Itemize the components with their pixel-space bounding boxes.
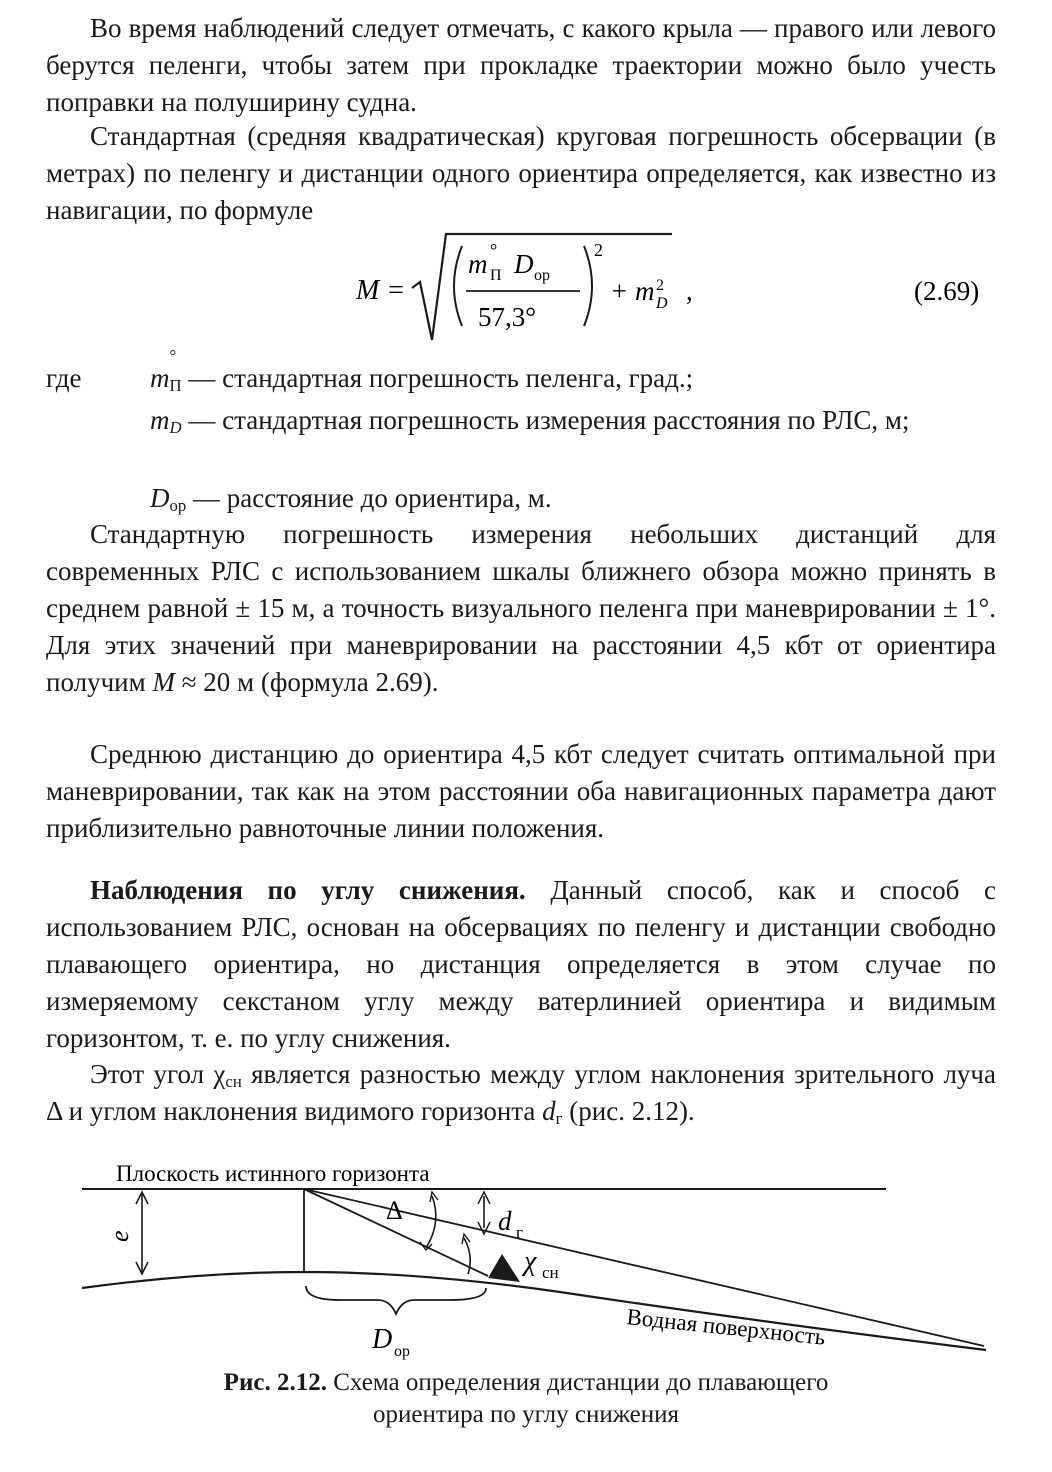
- chi-sub: сн: [542, 1263, 559, 1282]
- formula-exp2b: 2: [656, 277, 664, 294]
- where-label: где: [46, 363, 82, 393]
- formula-svg: [0, 228, 1052, 358]
- distance-label: D: [372, 1324, 393, 1355]
- caption-number: Рис. 2.12.: [223, 1369, 327, 1396]
- formula-sub-D: D: [656, 295, 668, 312]
- definition-2: $m_D$ — стандартная погрешность измерения расстояния по РЛС, м;: [150, 405, 910, 438]
- chi-label: χ: [524, 1246, 537, 1277]
- formula-number: (2.69): [914, 276, 980, 306]
- dip-label: d: [498, 1206, 512, 1236]
- formula-D: D: [514, 249, 534, 279]
- distance-sub: ор: [394, 1343, 410, 1360]
- definition-1: $m_П$ ° — стандартная погрешность пеленга, град.;: [150, 346, 694, 396]
- true-horizon-label: Плоскость истинного горизонта: [116, 1161, 430, 1186]
- dip-sub: г: [516, 1223, 523, 1242]
- distance-brace: [306, 1286, 486, 1314]
- eye-height-label: e: [105, 1230, 134, 1242]
- water-surface-curve: [82, 1272, 986, 1350]
- floating-object: [488, 1254, 520, 1282]
- formula-m: m: [468, 249, 488, 279]
- section-heading: Наблюдения по углу снижения.: [90, 875, 526, 905]
- paragraph-4: Среднюю дистанцию до ориентира 4,5 кбт следует считать оптимальной при маневрировании, так как на этом расстоянии оба навигационных параметра дают приблизительно равноточные линии положения.: [46, 739, 996, 843]
- paragraph-2: Стандартная (средняя квадратическая) круговая погрешность обсервации (в метрах) по пеленгу и дистанции одного ориентира определяется, как известно из навигации, по формуле: [46, 121, 996, 225]
- figure-2-12: [0, 1150, 1052, 1360]
- formula-sub-op: ор: [534, 267, 550, 284]
- definition-3: $D_{ор}$ — расстояние до ориентира, м.: [150, 483, 552, 516]
- formula-sub-p: П: [490, 267, 502, 284]
- formula-deg: °: [490, 240, 498, 260]
- paragraph-5: Наблюдения по углу снижения. Данный способ, как и способ с использованием РЛС, основан на обсервациях по пеленгу и дистанции свободно плавающего ориентира, но дистанция определяется в этом случае по измеряемому секстаном углу между ватерлинией ориентира и видимым горизонтом, т. е. по углу снижения.: [46, 875, 996, 1053]
- formula-plus: + m: [610, 276, 655, 306]
- paragraph-6: Этот угол $\chi_{сн}$ является разностью между углом наклонения зрительного луча Δ и углом наклонения видимого горизонта $d_г$ (рис. 2.12).: [46, 1059, 996, 1129]
- figure-caption: Рис. 2.12. Схема определения дистанции до плавающего ориентира по углу снижения: [223, 1369, 829, 1428]
- formula-comma: ,: [686, 276, 693, 306]
- paragraph-3: Стандартную погрешность измерения небольших дистанций для современных РЛС с использованием шкалы ближнего обзора можно принять в среднем равной ± 15 м, а точность визуального пеленга при маневрировании ± 1°. Для этих значений при маневрировании на расстоянии 4,5 кбт от ориентира получим M ≈ 20 м (формула 2.69).: [46, 519, 996, 697]
- formula-denominator: 57,3°: [478, 302, 537, 332]
- paragraph-1: Во время наблюдений следует отмечать, с какого крыла — правого или левого берутся пеленги, чтобы затем при прокладке траектории можно было учесть поправки на полуширину судна.: [46, 13, 996, 117]
- delta-label: Δ: [386, 1196, 403, 1225]
- water-surface-label: Водная поверхность: [625, 1304, 827, 1350]
- formula-lhs: M =: [356, 275, 406, 306]
- formula-exp2: 2: [594, 240, 603, 260]
